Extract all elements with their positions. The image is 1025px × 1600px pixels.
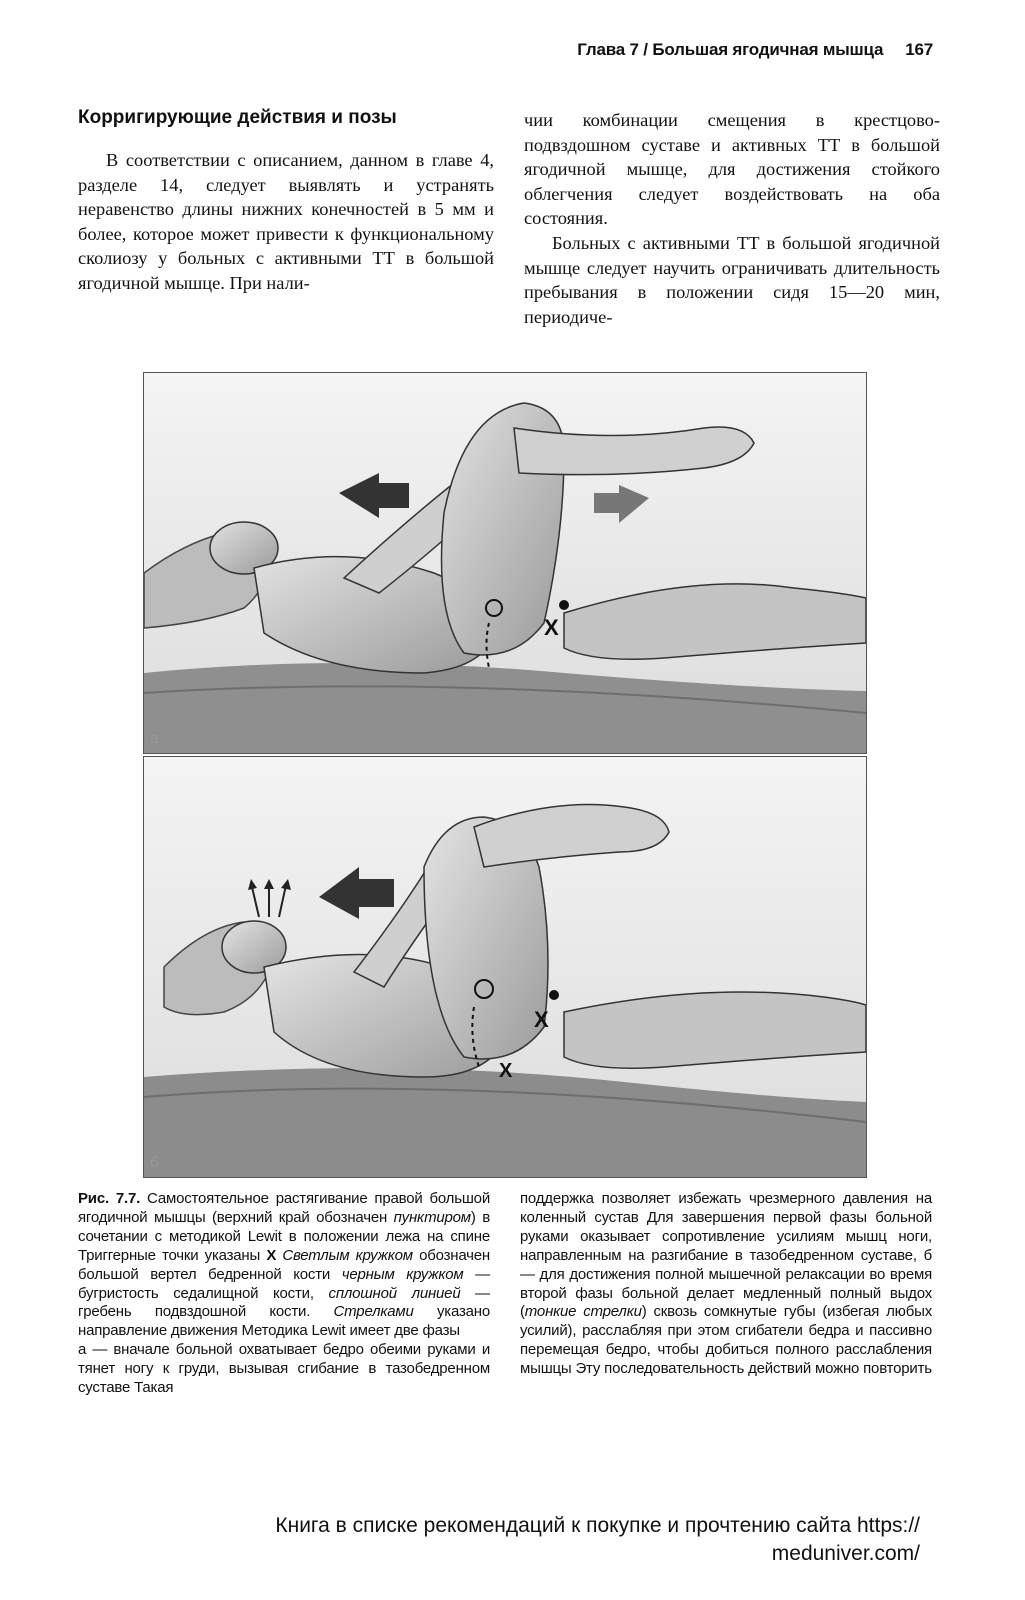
caption-paragraph [78, 1190, 490, 1341]
caption-text: указано направление движения Методика Lewit имеет две фазы [78, 1303, 490, 1340]
caption-text-italic: пунктиром [393, 1208, 471, 1226]
trigger-point-marker: X [534, 1007, 549, 1032]
caption-text-italic: Светлым кружком [276, 1246, 413, 1264]
caption-text: поддержка позволяет избежать чрезмерного давления на коленный сустав Для завершения первой фазы больной руками оказывает сопротивление усилиям мышц ноги, направленным на разгибание в тазобедренном суставе, б — для достижения полной мышечной релаксации во время второй фазы больной делает медленный полный выдох ( [520, 1190, 932, 1321]
caption-text: ) в сочетании с методикой Lewit в положении лежа на спине Триггерные точки указаны [78, 1208, 490, 1264]
figure-panel-b [143, 756, 867, 1178]
section-heading: Корригирующие действия и позы [78, 107, 397, 128]
panel-letter-a: а [150, 730, 159, 747]
text-column-left [78, 106, 494, 296]
caption-text-bold: X [266, 1246, 277, 1264]
footer-watermark: Книга в списке рекомендаций к покупке и прочтению сайта https:// meduniver.com/ [275, 1514, 920, 1565]
caption-text-italic: Стрелками [333, 1303, 414, 1321]
figure-panel-a [143, 372, 867, 754]
caption-text-italic: черным кружком [341, 1265, 464, 1283]
caption-text: Самостоятельное растягивание правой большой ягодичной мышцы (верхний край обозначен [78, 1190, 490, 1226]
caption-text-italic: тонкие стрелки [524, 1303, 642, 1321]
caption-paragraph [520, 1190, 932, 1379]
figure-caption-right [520, 1190, 932, 1379]
body-paragraph: Больных с активными ТТ в большой ягодичной мышце следует научить ограничивать длительность пребывания в положении сидя 15—20 мин, периодиче- [524, 232, 940, 327]
panel-letter-b: б [150, 1154, 159, 1171]
figure-label: Рис. 7.7. [78, 1190, 141, 1207]
trigger-point-marker: X [544, 615, 559, 640]
body-paragraph: чии комбинации смещения в крестцово-подвздошном суставе и активных ТТ в большой ягодичной мышце, для достижения стойкого облегчения следует воздействовать на оба состояния. [524, 110, 940, 229]
illustration-stretch-phase-a [144, 373, 866, 753]
figure-caption-left [78, 1190, 490, 1398]
caption-text: — бугристость седалищной кости, [78, 1265, 490, 1302]
caption-text-italic: сплошной линией [328, 1284, 461, 1302]
body-paragraph: В соответствии с описанием, данном в главе 4, разделе 14, следует выявлять и устранять неравенство длины нижних конечностей в 5 мм и более, которое может привести к функциональному сколиозу у больных с активными ТТ в большой ягодичной мышце. При нали- [78, 150, 494, 293]
illustration-stretch-phase-b [144, 757, 866, 1177]
caption-paragraph: а — вначале больной охватывает бедро обеими руками и тянет ногу к груди, вызывая сгибание в тазобедренном суставе Такая [78, 1341, 490, 1397]
caption-text: — гребень подвздошной кости. [78, 1284, 490, 1321]
caption-text: ) сквозь сомкнутые губы (избегая любых усилий), расслабляя при этом сгибатели бедра и пассивно перемещая бедро, чтобы добиться полного расслабления мышцы Эту последовательность действий можно повторить [520, 1303, 932, 1378]
trigger-point-marker: X [499, 1060, 513, 1082]
text-column-right [524, 108, 940, 329]
page-number: 167 [905, 40, 933, 59]
chapter-title: Глава 7 / Большая ягодичная мышца [577, 40, 884, 59]
caption-text: обозначен большой вертел бедренной кости [78, 1246, 490, 1283]
running-head [577, 40, 933, 60]
